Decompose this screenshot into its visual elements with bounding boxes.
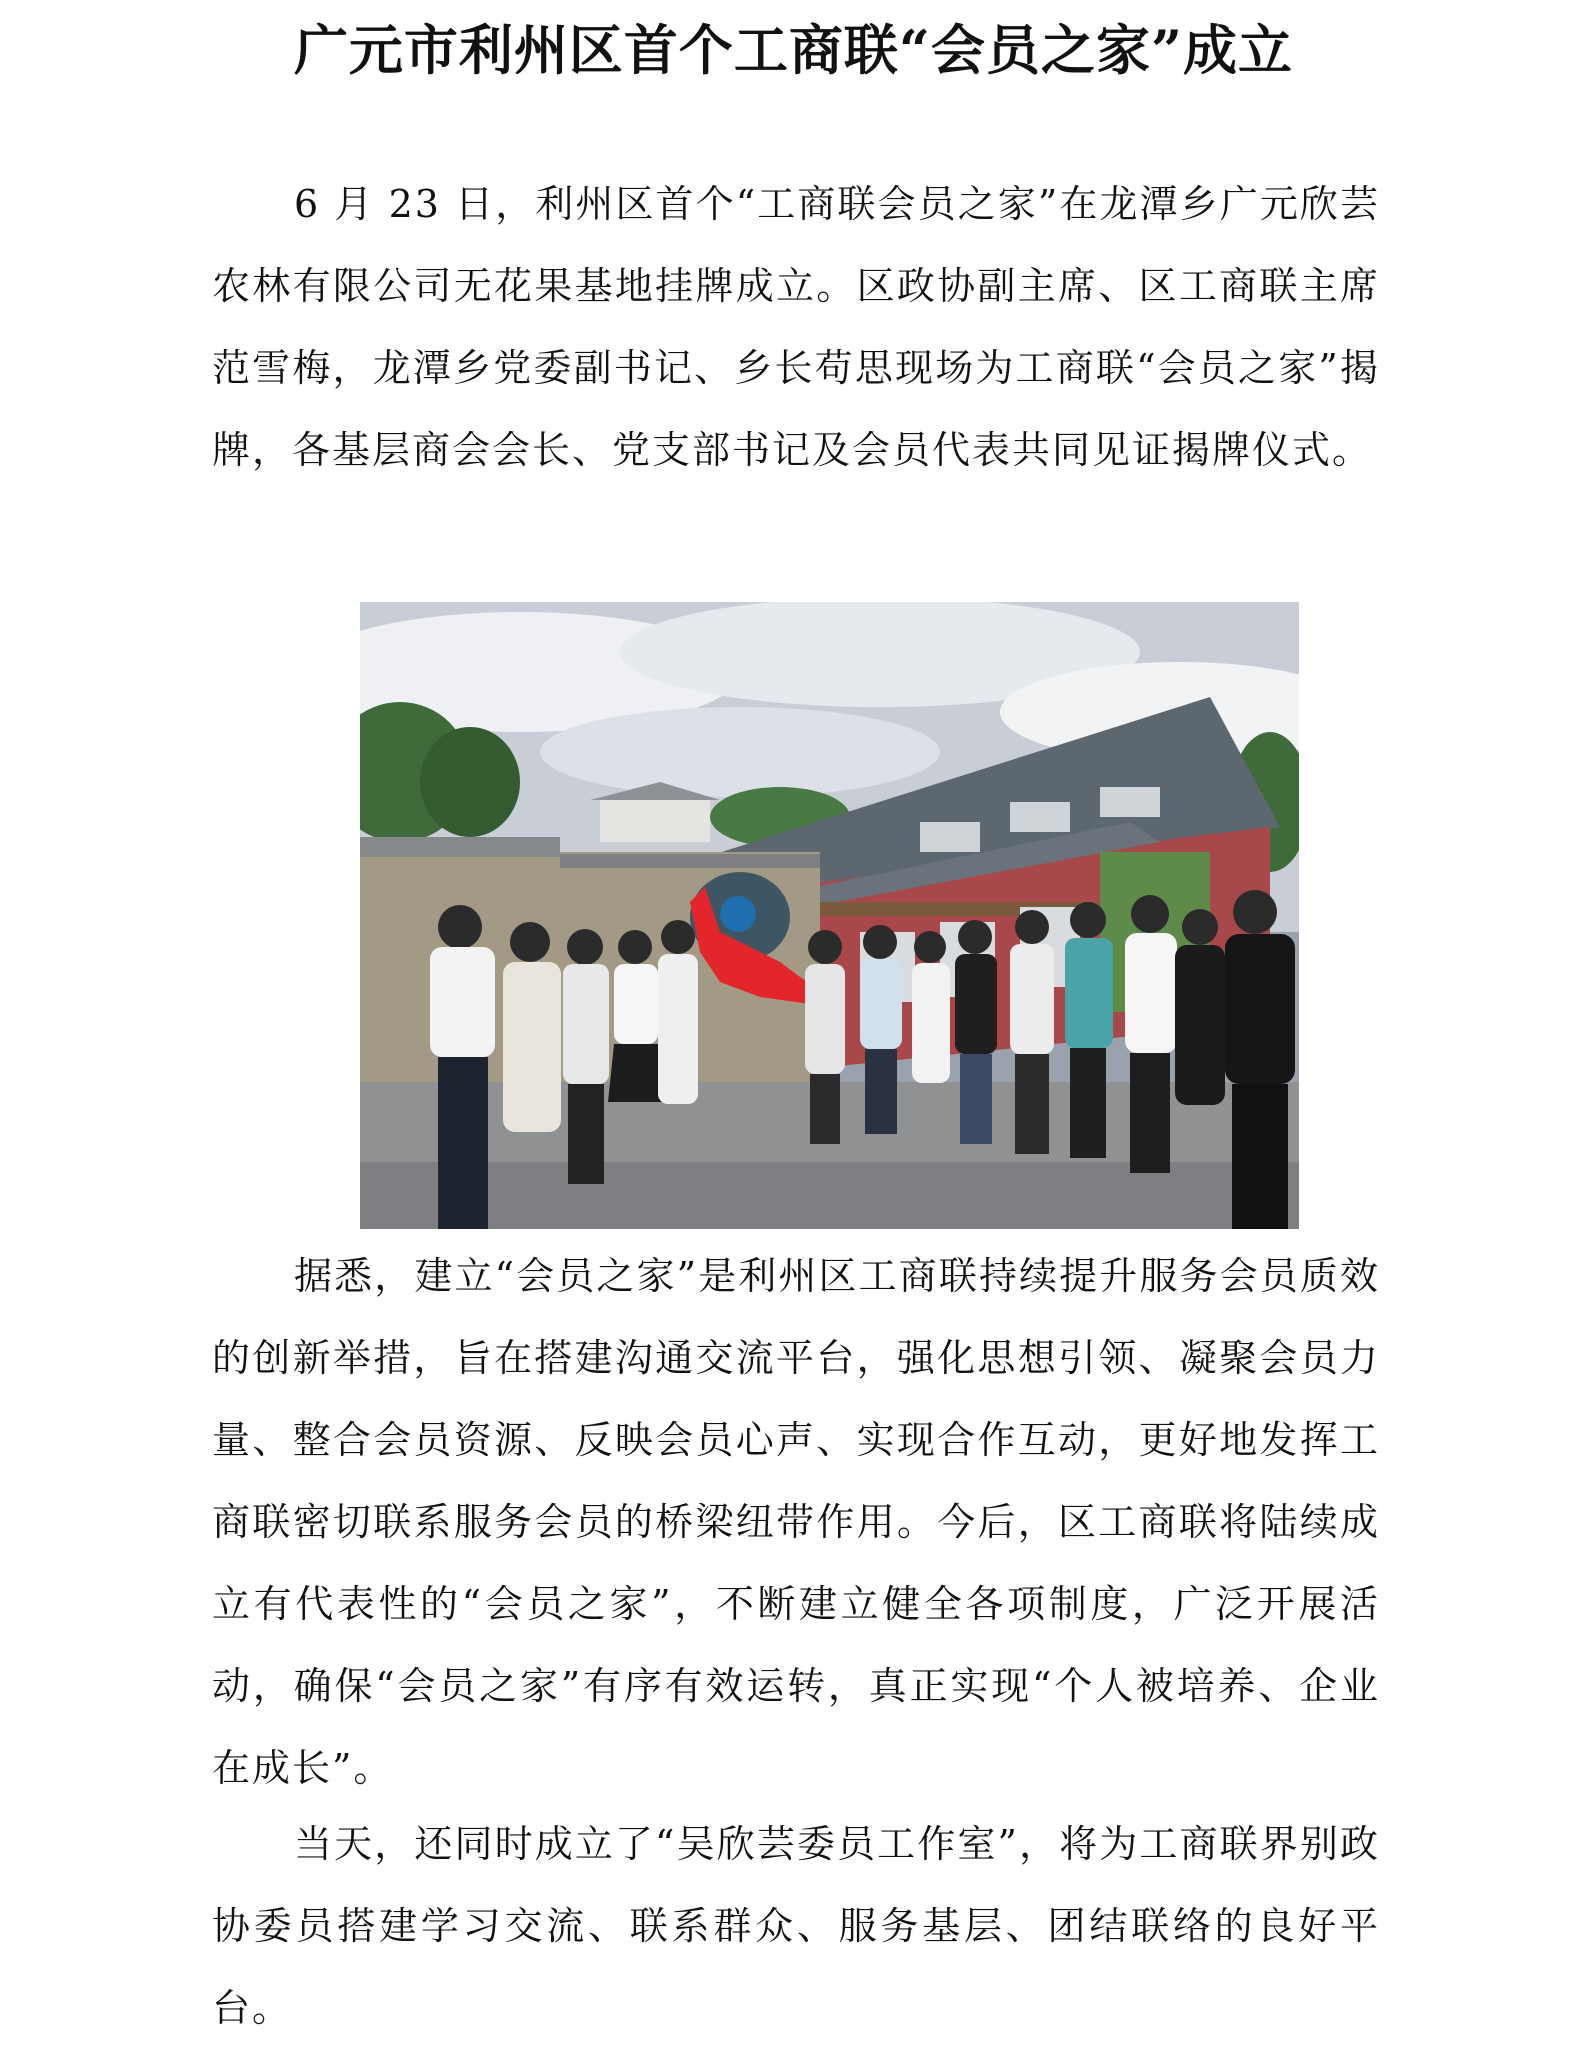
- paragraph-2: 据悉，建立“会员之家”是利州区工商联持续提升服务会员质效的创新举措，旨在搭建沟通交流平台，强化思想引领、凝聚会员力量、整合会员资源、反映会员心声、实现合作互动，更好地发挥工商联密切联系服务会员的桥梁纽带作用。今后，区工商联将陆续成立有代表性的“会员之家”，不断建立健全各项制度，广泛开展活动，确保“会员之家”有序有效运转，真正实现“个人被培养、企业在成长”。: [212, 1254, 1380, 1790]
- photo-tree: [420, 727, 520, 837]
- article-title: 广元市利州区首个工商联“会员之家”成立: [293, 18, 1294, 82]
- photo-distant-house: [600, 797, 710, 842]
- paragraph-1: 6 月 23 日，利州区首个“工商联会员之家”在龙潭乡广元欣芸农林有限公司无花果基地挂牌成立。区政协副主席、区工商联主席范雪梅，龙潭乡党委副书记、乡长苟思现场为工商联“会员之家”揭牌，各基层商会会长、党支部书记及会员代表共同见证揭牌仪式。: [212, 182, 1380, 472]
- photo-stone-wall-top: [360, 837, 560, 857]
- photo-cloud: [540, 707, 940, 797]
- photo-window: [920, 822, 980, 852]
- photo-stone-wall-top: [560, 854, 820, 868]
- paragraph-3: 当天，还同时成立了“吴欣芸委员工作室”，将为工商联界别政协委员搭建学习交流、联系群众、服务基层、团结联络的良好平台。: [212, 1822, 1380, 2030]
- photo-window: [1010, 802, 1070, 832]
- photo-window: [1100, 787, 1160, 817]
- photo-illustration: [360, 602, 1299, 1229]
- unveiling-ceremony-photo: [360, 602, 1299, 1229]
- photo-plaque-emblem: [720, 896, 756, 932]
